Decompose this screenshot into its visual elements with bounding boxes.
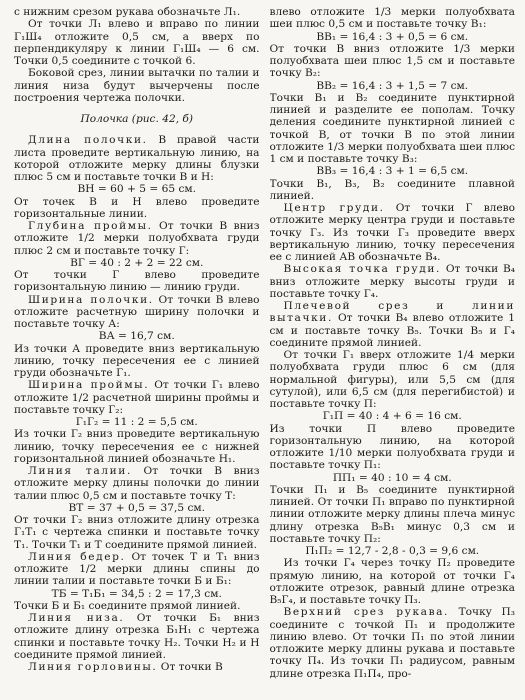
paragraph: [14, 379, 260, 416]
paragraph: [14, 18, 260, 67]
paragraph-text: ТБ = Т₁Б₁ = 34,5 : 2 = 17,3 см.: [51, 587, 222, 600]
paragraph-text: От точки В влево отложите расчетную ширину полочки и поставьте точку А:: [14, 293, 260, 330]
paragraph-text: От точек В и Н влево проведите горизонтальные линии.: [14, 195, 260, 220]
paragraph-text: с нижним срезом рукава обозначьте Л₁.: [14, 6, 241, 18]
paragraph: [270, 92, 516, 166]
term-spaced: Плечевой срез и линии вытачки.: [269, 300, 515, 325]
paragraph: [14, 428, 260, 465]
paragraph-text: ВН = 60 + 5 = 65 см.: [77, 183, 196, 196]
term-spaced: Верхний срез рукава.: [283, 606, 450, 619]
term-spaced: Линия бедер.: [28, 550, 126, 563]
paragraph-text: Из точки П влево проведите горизонтальную линию, на которой отложите 1/10 мерки полуобхвата груди и поставьте точку П₁:: [269, 422, 515, 472]
paragraph-text: ВВ₃ = 16,4 : 3 + 1 = 6,5 см.: [316, 165, 469, 178]
paragraph-text: ВТ = 37 + 0,5 = 37,5 см.: [68, 501, 205, 514]
paragraph-text: От точки Г₁ влево отложите 1/2 расчетной ширины проймы и поставьте точку Г₂:: [14, 379, 260, 416]
formula: [270, 31, 516, 43]
paragraph-text: Точки Б и Б₁ соедините прямой линией.: [14, 599, 241, 612]
left-column: [14, 6, 260, 700]
term-spaced: Линия талии.: [28, 465, 132, 477]
paragraph-text: От точки Г₂ вниз отложите длину отрезка Г₁Т₁ с чертежа спинки и поставьте точку Т₁. Точки Т₁ и Т соедините прямой линией.: [14, 514, 260, 551]
paragraph-text: ВВ₂ = 16,4 : 3 + 1,5 = 7 см.: [316, 79, 469, 92]
paragraph: [270, 263, 516, 300]
formula: [270, 410, 516, 422]
term-spaced: Длина полочки.: [28, 134, 148, 147]
paragraph-text: Боковой срез, линии вытачки по талии и линия низа будут вычерчены после построения чертежа полочки.: [14, 67, 260, 104]
formula: [14, 183, 260, 195]
term-spaced: Ширина полочки.: [28, 293, 154, 306]
paragraph-text: От точек Т и Т₁ вниз отложите 1/2 мерки длины спины до линии талии и поставьте точки Б и Б₁:: [14, 550, 260, 588]
formula: [270, 472, 516, 484]
formula: [270, 80, 516, 92]
paragraph-text: П₁П₂ = 12,7 - 2,8 - 0,3 = 9,6 см.: [305, 545, 480, 557]
paragraph-text: От точки Г влево проведите горизонтальную линию — линию груди.: [14, 269, 260, 294]
section-heading: [14, 113, 260, 125]
paragraph: [14, 551, 260, 588]
paragraph: [270, 202, 516, 263]
paragraph-text: Точки В₁ и В₂ соедините пунктирной линией и разделите ее пополам. Точку деления соедините пунктирной линией с точкой В, от точки В по этой линии отложите 1/3 мерки полуобхвата шеи плюс 1 см и поставьте точку В₃:: [269, 91, 515, 165]
paragraph-text: Точки П₁ и В₅ соедините пунктирной линией. От точки П₁ вправо по пунктирной линии отложите мерку длины плеча минус длину отрезка В₅В₁ минус 0,3 см и поставьте точку П₂:: [269, 483, 515, 545]
paragraph-text: Из точки Г₄ через точку П₂ проведите прямую линию, на которой от точки Г₄ отложите отрезок, равный длине отрезка В₅Г₄, и поставьте точку П₃.: [269, 557, 515, 606]
paragraph: [14, 343, 260, 380]
paragraph-text: Г₁П = 40 : 4 + 6 = 16 см.: [322, 410, 462, 423]
paragraph-text: От точки Г влево отложите мерку центра груди и поставьте точку Г₃. Из точки Г₃ проведите вверх вертикальную линию, точку пересечения ее с линией АВ обозначьте В₄.: [269, 202, 515, 263]
formula: [14, 257, 260, 269]
paragraph: [14, 612, 260, 661]
paragraph: [14, 600, 260, 612]
paragraph-text: Из точки Г₂ вниз проведите вертикальную линию, точку пересечения ее с нижней горизонтальной линией обозначьте Н₁.: [14, 428, 260, 465]
paragraph: [270, 178, 516, 203]
paragraph: [14, 661, 260, 673]
paragraph-text: От точки Л₁ влево и вправо по линии Г₁Ш₄ отложите 0,5 см, а вверх по перпендикуляру к линии Г₁Ш₄ — 6 см. Точки 0,5 соедините с точкой 6.: [14, 18, 260, 67]
paragraph-text: ВА = 16,7 см.: [98, 330, 175, 343]
paragraph: [270, 349, 516, 410]
term-spaced: Центр груди.: [283, 202, 385, 214]
paragraph: [14, 196, 260, 221]
paragraph: [270, 6, 516, 31]
paragraph-text: Точку П₃ соедините с точкой П₁ и продолжите линию влево. От точки П₁ по этой линии отложите мерку длины рукава и поставьте точку П₄. Из точки П₁ радиусом, равным длине отрезка П₁П₄, про-: [269, 606, 515, 680]
paragraph-text: Г₁Г₂ = 11 : 2 = 5,5 см.: [75, 416, 198, 428]
paragraph: [270, 557, 516, 606]
paragraph: [270, 423, 516, 472]
formula: [14, 588, 260, 600]
formula: [14, 416, 260, 428]
formula: [14, 330, 260, 342]
term-spaced: Линия горловины.: [28, 661, 158, 673]
paragraph-text: Полочка (рис. 42, б): [80, 113, 194, 125]
paragraph: [14, 134, 260, 183]
term-spaced: Глубина проймы.: [28, 220, 153, 232]
term-spaced: Высокая точка груди.: [283, 263, 442, 276]
paragraph-text: От точки В вниз отложите мерку длины полочки до линии талии плюс 0,5 см и поставьте точку Т:: [14, 465, 260, 502]
paragraph-text: От точки В: [157, 661, 223, 673]
formula: [14, 502, 260, 514]
paragraph-text: ВГ = 40 : 2 + 2 = 22 см.: [70, 256, 204, 269]
paragraph: [14, 514, 260, 551]
paragraph: [14, 220, 260, 257]
paragraph-text: От точки В₄ вниз отложите мерку высоты груди и поставьте точку Г₄.: [269, 263, 515, 300]
formula: [270, 545, 516, 557]
paragraph-text: В правой части листа проведите вертикальную линию, на которой отложите мерку длины блузки плюс 5 см и поставьте точки В и Н:: [14, 134, 260, 183]
paragraph-text: От точки В вниз отложите 1/2 мерки полуобхвата груди плюс 2 см и поставьте точку Г:: [14, 220, 260, 257]
paragraph: [270, 606, 516, 680]
paragraph-text: влево отложите 1/3 мерки полуобхвата шеи плюс 0,5 см и поставьте точку В₁:: [269, 6, 515, 31]
paragraph: [270, 484, 516, 545]
paragraph: [14, 269, 260, 294]
term-spaced: Ширина проймы.: [28, 379, 150, 392]
paragraph-text: Из точки А проведите вниз вертикальную линию, точку пересечения ее с линией груди обозначьте Г₁.: [14, 342, 260, 379]
paragraph: [270, 300, 516, 349]
paragraph: [14, 294, 260, 331]
paragraph-text: ВВ₁ = 16,4 : 3 + 0,5 = 6 см.: [316, 30, 469, 43]
paragraph: [270, 43, 516, 80]
term-spaced: Линия низа.: [28, 612, 125, 624]
right-column: [270, 6, 516, 700]
paragraph-text: От точки В вниз отложите 1/3 мерки полуобхвата шеи плюс 1,5 см и поставьте точку В₂:: [269, 42, 515, 80]
paragraph-text: ПП₁ = 40 : 10 = 4 см.: [332, 471, 452, 484]
paragraph-text: От точки В₄ влево отложите 1 см и поставьте точку В₅. Точки В₅ и Г₄ соедините прямой линией.: [269, 312, 515, 349]
paragraph-text: От точки Г₁ вверх отложите 1/4 мерки полуобхвата груди плюс 6 см (для нормальной фигуры), или 5,5 см (для сутулой), или 6,5 см (для перегибистой) и поставьте точку П:: [269, 349, 515, 410]
paragraph-text: От точки Б₁ вниз отложите длину отрезка Б₁Н₁ с чертежа спинки и поставьте точку Н₂. Точки Н₂ и Н соедините прямой линией.: [14, 612, 260, 661]
paragraph: [14, 6, 260, 18]
paragraph: [14, 67, 260, 104]
formula: [270, 165, 516, 177]
paragraph-text: Точки В₁, В₃, В₂ соедините плавной линией.: [269, 177, 515, 202]
paragraph: [14, 465, 260, 502]
